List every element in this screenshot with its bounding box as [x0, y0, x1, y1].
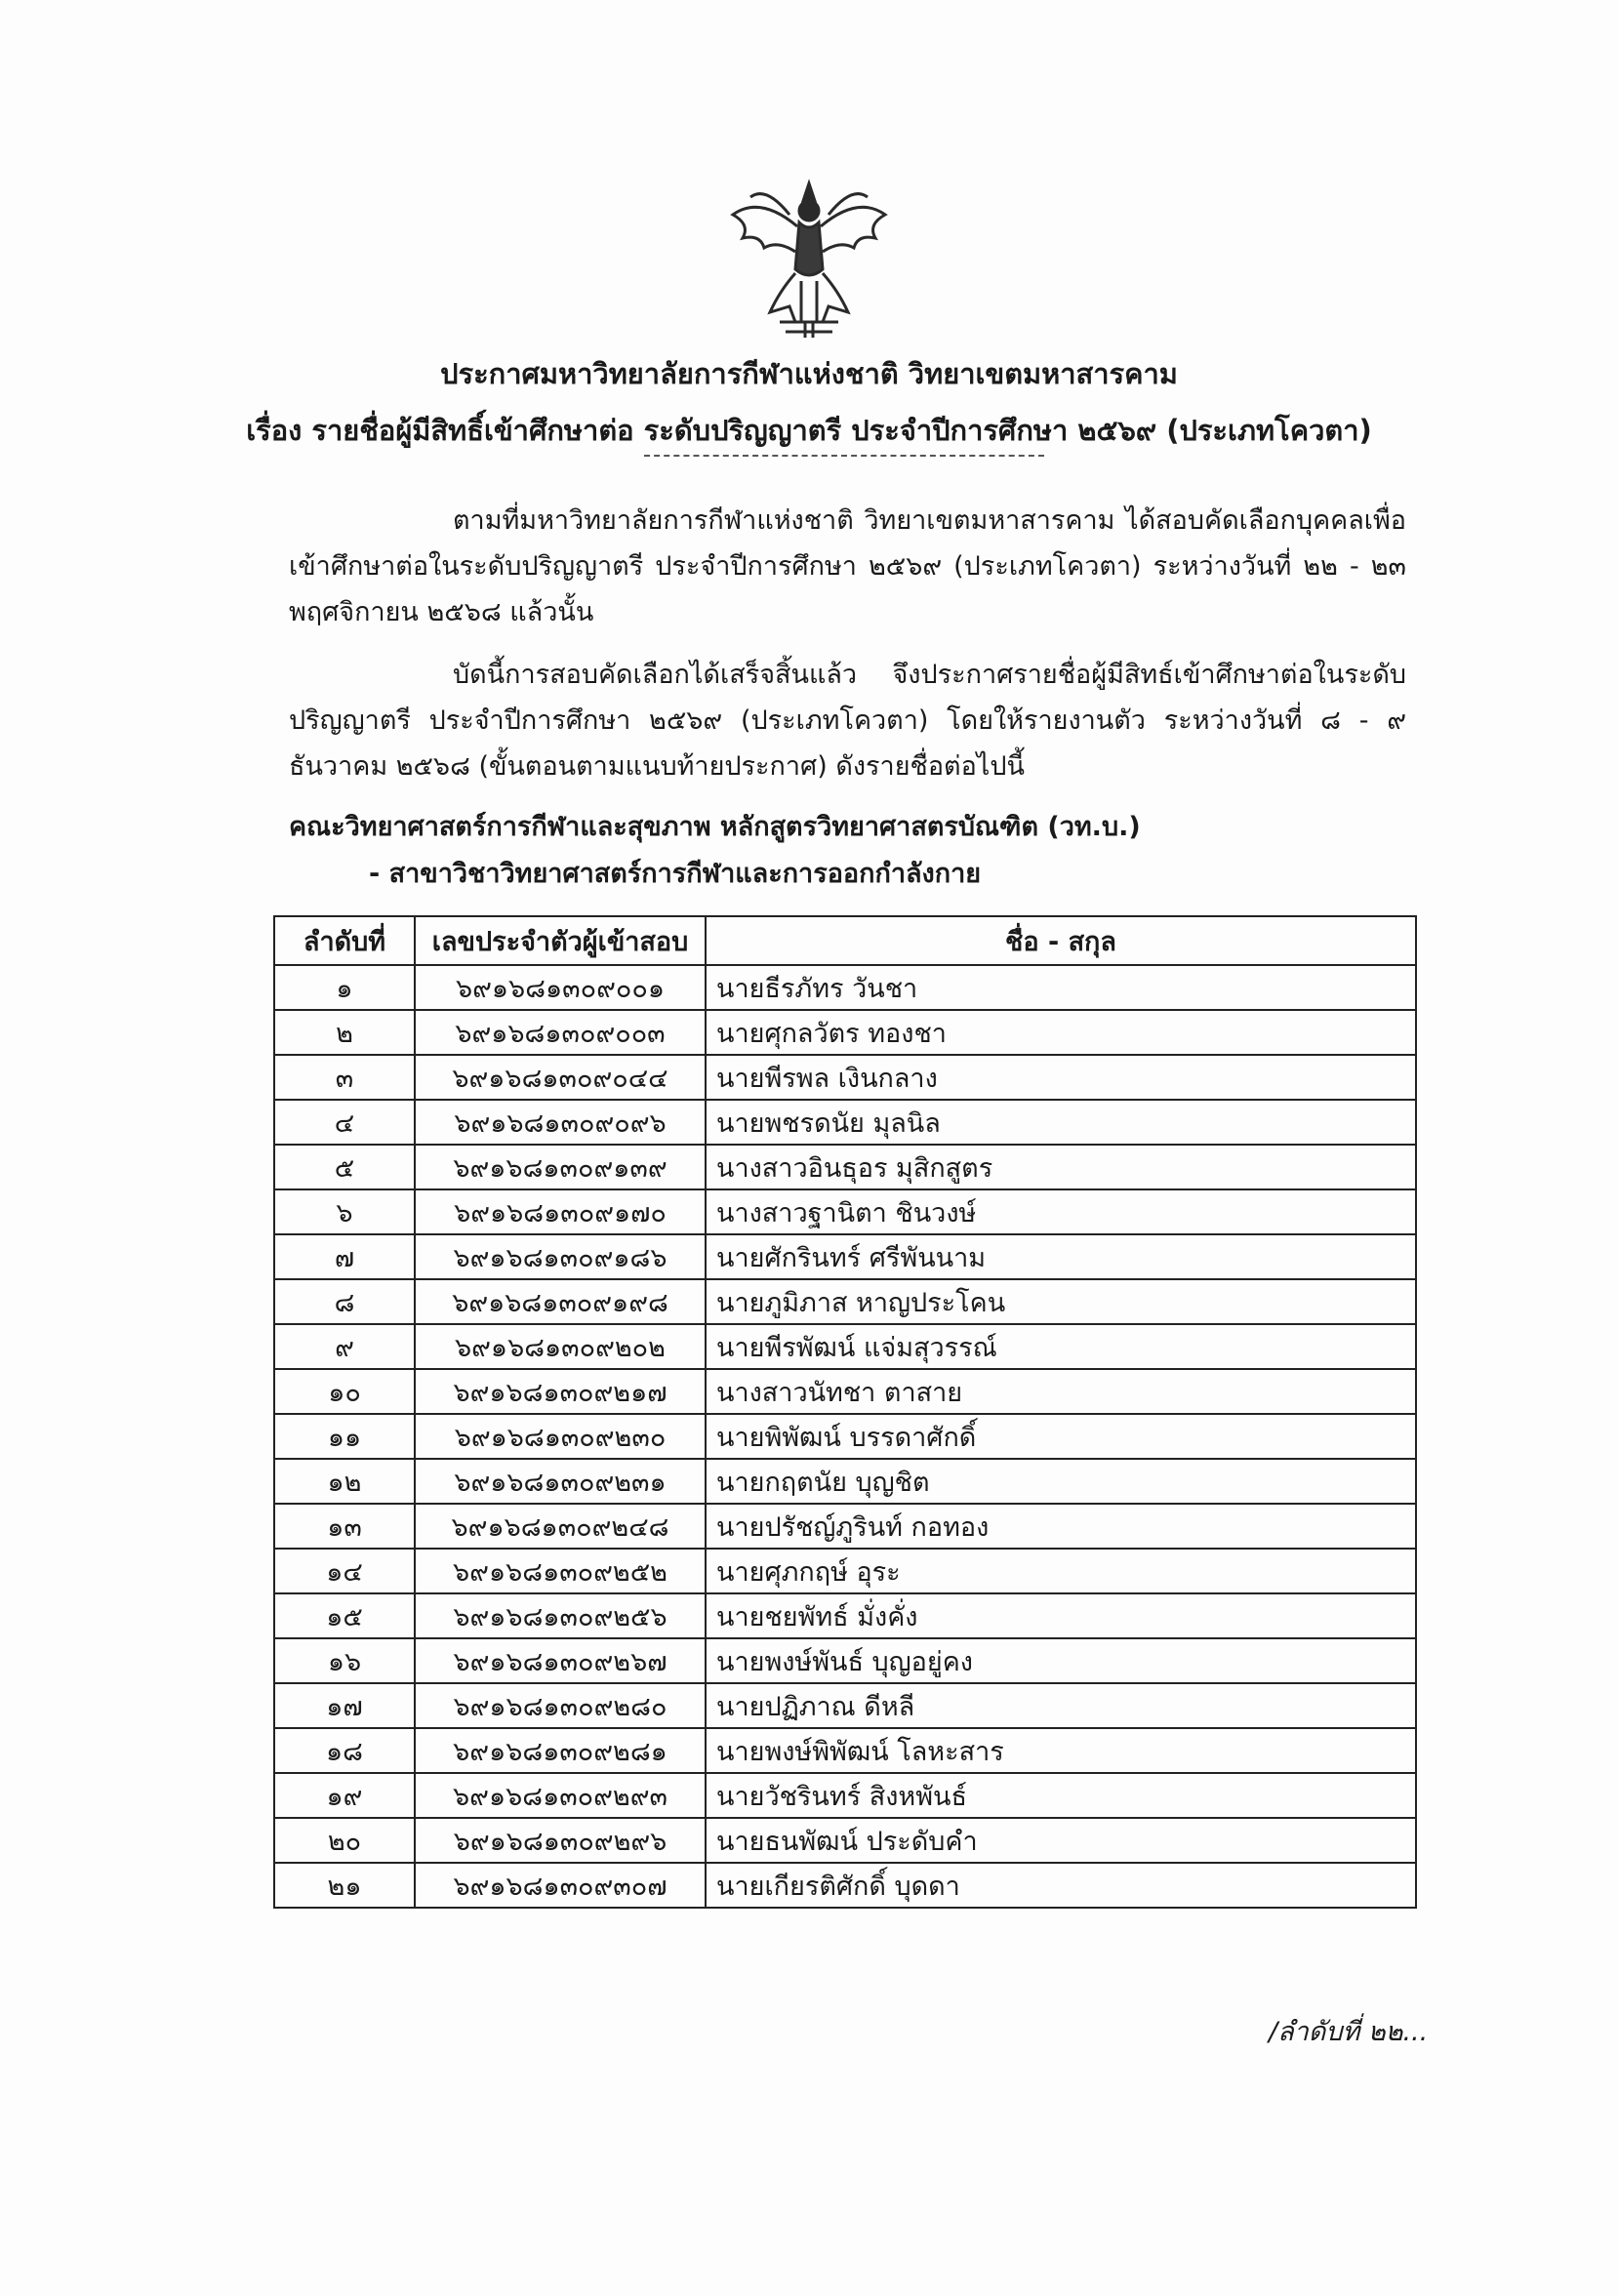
table-row: [274, 1593, 1416, 1638]
table-row: [274, 1145, 1416, 1189]
row-full-name: นายศักรินทร์ ศรีพันนาม: [706, 1234, 1416, 1279]
row-full-name: นางสาวนัทชา ตาสาย: [706, 1369, 1416, 1414]
row-exam-id: ๖๙๑๖๘๑๓๐๙๐๔๔: [415, 1055, 706, 1100]
table-row: [274, 1324, 1416, 1369]
row-exam-id: ๖๙๑๖๘๑๓๐๙๐๙๖: [415, 1100, 706, 1145]
table-row: [274, 1818, 1416, 1863]
row-order: ๗: [274, 1234, 415, 1279]
row-exam-id: ๖๙๑๖๘๑๓๐๙๑๙๘: [415, 1279, 706, 1324]
garuda-emblem-icon: [721, 176, 897, 342]
row-full-name: นายศุภกฤษ์ อุระ: [706, 1549, 1416, 1593]
row-exam-id: ๖๙๑๖๘๑๓๐๙๒๓๑: [415, 1459, 706, 1504]
row-order: ๑๖: [274, 1638, 415, 1683]
row-exam-id: ๖๙๑๖๘๑๓๐๙๐๐๑: [415, 965, 706, 1010]
header-full-name: ชื่อ - สกุล: [706, 916, 1416, 965]
row-full-name: นายธีรภัทร วันชา: [706, 965, 1416, 1010]
table-row: [274, 1683, 1416, 1728]
row-exam-id: ๖๙๑๖๘๑๓๐๙๒๘๐: [415, 1683, 706, 1728]
table-row: [274, 1279, 1416, 1324]
row-exam-id: ๖๙๑๖๘๑๓๐๙๒๕๒: [415, 1549, 706, 1593]
table-row: [274, 965, 1416, 1010]
row-full-name: นายปรัชญ์ภูรินท์ กอทอง: [706, 1504, 1416, 1549]
row-exam-id: ๖๙๑๖๘๑๓๐๙๐๐๓: [415, 1010, 706, 1055]
row-exam-id: ๖๙๑๖๘๑๓๐๙๒๐๒: [415, 1324, 706, 1369]
row-full-name: นายภูมิภาส หาญประโคน: [706, 1279, 1416, 1324]
row-full-name: นายพีรพล เงินกลาง: [706, 1055, 1416, 1100]
row-order: ๑๘: [274, 1728, 415, 1773]
row-full-name: นายพงษ์พิพัฒน์ โลหะสาร: [706, 1728, 1416, 1773]
row-order: ๑: [274, 965, 415, 1010]
announcement-subject: เรื่อง รายชื่อผู้มีสิทธิ์เข้าศึกษาต่อ ระดับปริญญาตรี ประจำปีการศึกษา ๒๕๖๙ (ประเภทโควตา): [246, 414, 1372, 447]
row-exam-id: ๖๙๑๖๘๑๓๐๙๒๕๖: [415, 1593, 706, 1638]
row-order: ๓: [274, 1055, 415, 1100]
major-heading: - สาขาวิชาวิทยาศาสตร์การกีฬาและการออกกำลังกาย: [369, 859, 982, 889]
table-row: [274, 1504, 1416, 1549]
row-exam-id: ๖๙๑๖๘๑๓๐๙๒๔๘: [415, 1504, 706, 1549]
table-row: [274, 1459, 1416, 1504]
table-row: [274, 1369, 1416, 1414]
announcement-paragraph: [289, 652, 1406, 789]
row-full-name: นายกฤตนัย บุญชิต: [706, 1459, 1416, 1504]
row-full-name: นางสาวอินธุอร มุสิกสูตร: [706, 1145, 1416, 1189]
row-exam-id: ๖๙๑๖๘๑๓๐๙๒๖๗: [415, 1638, 706, 1683]
row-order: ๑๙: [274, 1773, 415, 1818]
row-full-name: นายธนพัฒน์ ประดับคำ: [706, 1818, 1416, 1863]
table-row: [274, 1549, 1416, 1593]
row-order: ๔: [274, 1100, 415, 1145]
header-exam-id: เลขประจำตัวผู้เข้าสอบ: [415, 916, 706, 965]
row-order: ๑๒: [274, 1459, 415, 1504]
table-row: [274, 1863, 1416, 1908]
row-exam-id: ๖๙๑๖๘๑๓๐๙๒๑๗: [415, 1369, 706, 1414]
row-exam-id: ๖๙๑๖๘๑๓๐๙๓๐๗: [415, 1863, 706, 1908]
row-order: ๘: [274, 1279, 415, 1324]
row-exam-id: ๖๙๑๖๘๑๓๐๙๒๘๑: [415, 1728, 706, 1773]
row-full-name: นายชยพัทธ์ มั่งคั่ง: [706, 1593, 1416, 1638]
table-row: [274, 1010, 1416, 1055]
row-full-name: นายพิพัฒน์ บรรดาศักดิ์: [706, 1414, 1416, 1459]
faculty-heading: คณะวิทยาศาสตร์การกีฬาและสุขภาพ หลักสูตรวิทยาศาสตรบัณฑิต (วท.บ.): [289, 812, 1141, 842]
table-row: [274, 1773, 1416, 1818]
row-order: ๒๑: [274, 1863, 415, 1908]
row-exam-id: ๖๙๑๖๘๑๓๐๙๒๙๓: [415, 1773, 706, 1818]
row-exam-id: ๖๙๑๖๘๑๓๐๙๑๗๐: [415, 1189, 706, 1234]
row-full-name: นายปฏิภาณ ดีหลี: [706, 1683, 1416, 1728]
table-row: [274, 1100, 1416, 1145]
intro-paragraph: [289, 498, 1406, 635]
row-order: ๑๓: [274, 1504, 415, 1549]
intro-paragraph-text: ตามที่มหาวิทยาลัยการกีฬาแห่งชาติ วิทยาเขตมหาสารคาม ได้สอบคัดเลือกบุคคลเพื่อเข้าศึกษาต่อในระดับปริญญาตรี ประจำปีการศึกษา ๒๕๖๙ (ประเภทโควตา) ระหว่างวันที่ ๒๒ - ๒๓ พฤศจิกายน ๒๕๖๘ แล้วนั้น: [289, 505, 1406, 627]
row-order: ๑๔: [274, 1549, 415, 1593]
table-row: [274, 1234, 1416, 1279]
row-full-name: นางสาวฐานิตา ชินวงษ์: [706, 1189, 1416, 1234]
row-order: ๕: [274, 1145, 415, 1189]
row-exam-id: ๖๙๑๖๘๑๓๐๙๑๘๖: [415, 1234, 706, 1279]
row-full-name: นายพีรพัฒน์ แจ่มสุวรรณ์: [706, 1324, 1416, 1369]
announcement-paragraph-text: บัดนี้การสอบคัดเลือกได้เสร็จสิ้นแล้ว จึงประกาศรายชื่อผู้มีสิทธ์เข้าศึกษาต่อในระดับปริญญาตรี ประจำปีการศึกษา ๒๕๖๙ (ประเภทโควตา) โดยให้รายงานตัว ระหว่างวันที่ ๘ - ๙ ธันวาคม ๒๕๖๘ (ขั้นตอนตามแนบท้ายประกาศ) ดังรายชื่อต่อไปนี้: [289, 660, 1406, 782]
candidate-table: [273, 915, 1417, 1909]
row-full-name: นายพชรดนัย มุลนิล: [706, 1100, 1416, 1145]
header-order: ลำดับที่: [274, 916, 415, 965]
row-full-name: นายวัชรินทร์ สิงหพันธ์: [706, 1773, 1416, 1818]
table-row: [274, 1728, 1416, 1773]
row-order: ๑๑: [274, 1414, 415, 1459]
row-order: ๙: [274, 1324, 415, 1369]
table-row: [274, 1189, 1416, 1234]
table-row: [274, 1638, 1416, 1683]
row-order: ๖: [274, 1189, 415, 1234]
table-row: [274, 1055, 1416, 1100]
continuation-note: /ลำดับที่ ๒๒...: [1269, 2017, 1429, 2047]
row-exam-id: ๖๙๑๖๘๑๓๐๙๒๙๖: [415, 1818, 706, 1863]
row-full-name: นายพงษ์พันธ์ บุญอยู่คง: [706, 1638, 1416, 1683]
row-full-name: นายเกียรติศักดิ์ บุดดา: [706, 1863, 1416, 1908]
row-order: ๑๕: [274, 1593, 415, 1638]
row-full-name: นายศุกลวัตร ทองชา: [706, 1010, 1416, 1055]
table-header-row: [274, 916, 1416, 965]
row-order: ๑๐: [274, 1369, 415, 1414]
table-row: [274, 1414, 1416, 1459]
divider: [644, 455, 1044, 457]
row-exam-id: ๖๙๑๖๘๑๓๐๙๑๓๙: [415, 1145, 706, 1189]
row-order: ๑๗: [274, 1683, 415, 1728]
row-exam-id: ๖๙๑๖๘๑๓๐๙๒๓๐: [415, 1414, 706, 1459]
row-order: ๒๐: [274, 1818, 415, 1863]
row-order: ๒: [274, 1010, 415, 1055]
announcement-title: ประกาศมหาวิทยาลัยการกีฬาแห่งชาติ วิทยาเขตมหาสารคาม: [440, 357, 1178, 390]
